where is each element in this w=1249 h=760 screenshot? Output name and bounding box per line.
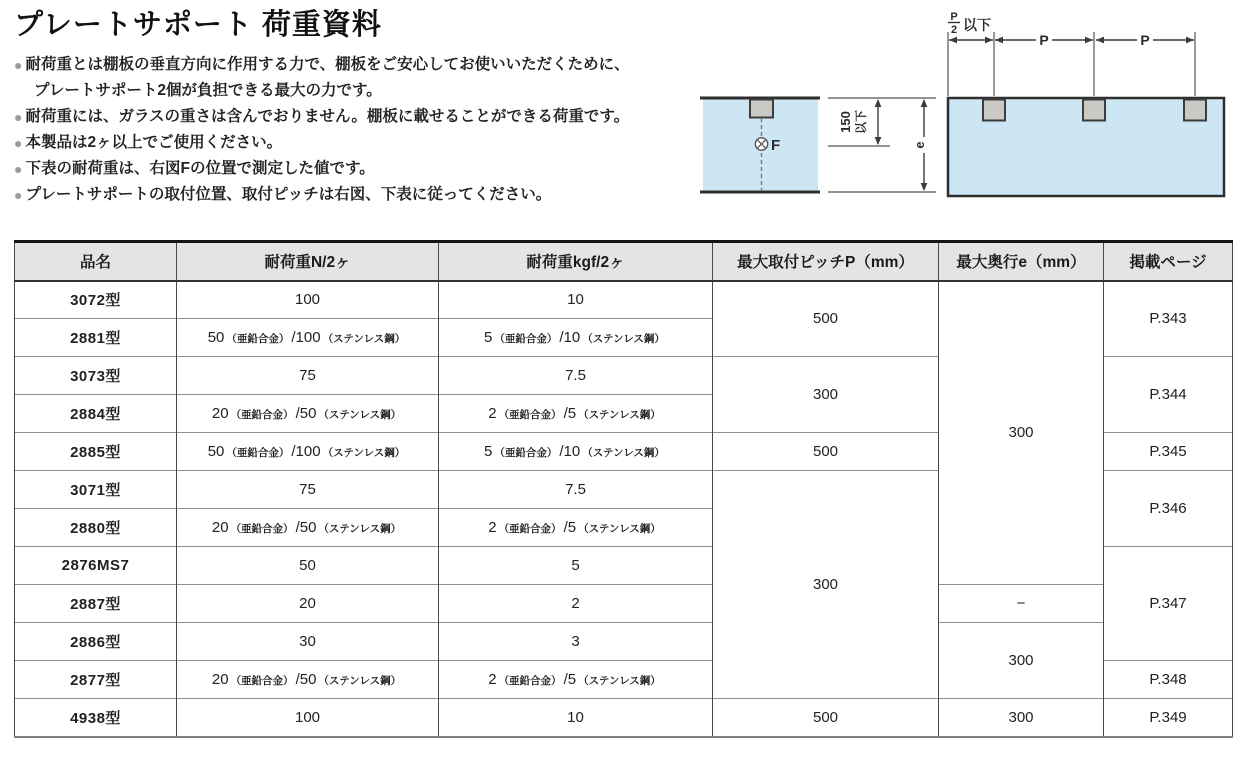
load-kgf-value: 5 （亜鉛合金） /10 （ステンレス鋼） xyxy=(439,319,713,357)
product-name: 2880型 xyxy=(15,509,177,547)
dim-p2-label: P xyxy=(1140,32,1150,48)
page-ref: P.348 xyxy=(1104,661,1233,699)
list-item xyxy=(14,52,704,78)
note-text: 本製品は2ヶ以上でご使用ください。 xyxy=(25,134,283,151)
dim-p1-label: P xyxy=(1039,32,1049,48)
bullet-icon: ● xyxy=(14,57,23,73)
load-kgf-value: 5 （亜鉛合金） /10 （ステンレス鋼） xyxy=(439,433,713,471)
frac-suffix: 以下 xyxy=(963,17,991,33)
load-n-value: 20 （亜鉛合金） /50 （ステンレス鋼） xyxy=(177,509,439,547)
dim-150 xyxy=(838,99,881,145)
dim-p1 xyxy=(995,32,1093,48)
plate-support xyxy=(983,100,1005,121)
table-row xyxy=(15,585,1233,623)
notes-list xyxy=(14,52,704,208)
page-ref: P.345 xyxy=(1104,433,1233,471)
note-text: プレートサポートの取付位置、取付ピッチは右図、下表に従ってください。 xyxy=(25,186,552,203)
load-n-value: 100 xyxy=(177,281,439,319)
list-item xyxy=(14,130,704,156)
product-name: 2881型 xyxy=(15,319,177,357)
page-ref: P.346 xyxy=(1104,471,1233,547)
page-title: プレートサポート 荷重資料 xyxy=(14,9,382,41)
load-n-value: 50 （亜鉛合金） /100 （ステンレス鋼） xyxy=(177,433,439,471)
load-table-container xyxy=(14,240,1233,738)
table-header-row xyxy=(15,242,1233,281)
product-name: 2877型 xyxy=(15,661,177,699)
load-n-value: 75 xyxy=(177,357,439,395)
note-text: 耐荷重とは棚板の垂直方向に作用する力で、棚板をご安心してお使いいただくために、 xyxy=(25,56,630,73)
force-label: F xyxy=(771,137,781,154)
frac-denominator: 2 xyxy=(950,24,958,36)
page-ref: P.343 xyxy=(1104,281,1233,357)
dim-e-label: e xyxy=(912,141,927,149)
product-name: 2887型 xyxy=(15,585,177,623)
dim-150-suffix: 以下 xyxy=(854,109,868,135)
col-header-load-n: 耐荷重N/2ヶ xyxy=(177,242,439,281)
load-kgf-value: 10 xyxy=(439,699,713,737)
dim-e xyxy=(912,99,931,191)
force-point-icon xyxy=(755,138,767,150)
load-n-value: 75 xyxy=(177,471,439,509)
product-name: 3072型 xyxy=(15,281,177,319)
page-ref: P.344 xyxy=(1104,357,1233,433)
pitch-value: 300 xyxy=(713,471,939,699)
product-name: 3073型 xyxy=(15,357,177,395)
load-kgf-value: 5 xyxy=(439,547,713,585)
col-header-pitch: 最大取付ピッチP（mm） xyxy=(713,242,939,281)
dim-p-half xyxy=(948,11,993,43)
bullet-icon: ● xyxy=(14,161,23,177)
table-row xyxy=(15,281,1233,319)
load-n-value: 30 xyxy=(177,623,439,661)
side-view-diagram xyxy=(698,84,943,215)
page-ref: P.349 xyxy=(1104,699,1233,737)
product-name: 2876MS7 xyxy=(15,547,177,585)
col-header-page: 掲載ページ xyxy=(1104,242,1233,281)
dim-p2 xyxy=(1096,32,1194,48)
note-text: 耐荷重には、ガラスの重さは含んでおりません。棚板に載せることができる荷重です。 xyxy=(25,108,630,125)
load-n-value: 20 xyxy=(177,585,439,623)
front-view-drawing xyxy=(938,8,1249,206)
col-header-name: 品名 xyxy=(15,242,177,281)
load-n-value: 50 （亜鉛合金） /100 （ステンレス鋼） xyxy=(177,319,439,357)
pitch-value: 500 xyxy=(713,433,939,471)
bullet-icon: ● xyxy=(14,109,23,125)
load-kgf-value: 3 xyxy=(439,623,713,661)
front-view-diagram xyxy=(938,8,1249,211)
side-view-drawing xyxy=(698,84,943,210)
load-kgf-value: 2 （亜鉛合金） /5 （ステンレス鋼） xyxy=(439,509,713,547)
list-item xyxy=(14,182,704,208)
load-table xyxy=(14,240,1233,738)
bullet-icon: ● xyxy=(14,135,23,151)
product-name: 2886型 xyxy=(15,623,177,661)
plate-support xyxy=(1184,100,1206,121)
list-item xyxy=(14,156,704,182)
load-n-value: 50 xyxy=(177,547,439,585)
frac-numerator: P xyxy=(950,11,958,23)
col-header-load-kgf: 耐荷重kgf/2ヶ xyxy=(439,242,713,281)
pitch-value: 300 xyxy=(713,357,939,433)
load-kgf-value: 7.5 xyxy=(439,357,713,395)
bullet-icon: ● xyxy=(14,187,23,203)
page-ref: P.347 xyxy=(1104,547,1233,661)
depth-value: 300 xyxy=(939,623,1104,699)
note-text: 下表の耐荷重は、右図Fの位置で測定した値です。 xyxy=(25,160,375,177)
product-name: 2884型 xyxy=(15,395,177,433)
load-kgf-value: 2 xyxy=(439,585,713,623)
pitch-value: 500 xyxy=(713,281,939,357)
pitch-value: 500 xyxy=(713,699,939,737)
plate-support xyxy=(750,100,773,118)
list-item xyxy=(14,78,704,104)
depth-value: − xyxy=(939,585,1104,623)
product-name: 4938型 xyxy=(15,699,177,737)
load-n-value: 20 （亜鉛合金） /50 （ステンレス鋼） xyxy=(177,661,439,699)
product-name: 2885型 xyxy=(15,433,177,471)
load-kgf-value: 2 （亜鉛合金） /5 （ステンレス鋼） xyxy=(439,395,713,433)
table-row xyxy=(15,699,1233,737)
depth-value: 300 xyxy=(939,699,1104,737)
load-kgf-value: 7.5 xyxy=(439,471,713,509)
table-row xyxy=(15,623,1233,661)
note-text: プレートサポート2個が負担できる最大の力です。 xyxy=(34,82,382,99)
col-header-depth: 最大奥行e（mm） xyxy=(939,242,1104,281)
dim-150-number: 150 xyxy=(838,111,853,133)
depth-value: 300 xyxy=(939,281,1104,585)
load-n-value: 20 （亜鉛合金） /50 （ステンレス鋼） xyxy=(177,395,439,433)
list-item xyxy=(14,104,704,130)
load-n-value: 100 xyxy=(177,699,439,737)
plate-support xyxy=(1083,100,1105,121)
load-kgf-value: 10 xyxy=(439,281,713,319)
load-kgf-value: 2 （亜鉛合金） /5 （ステンレス鋼） xyxy=(439,661,713,699)
product-name: 3071型 xyxy=(15,471,177,509)
